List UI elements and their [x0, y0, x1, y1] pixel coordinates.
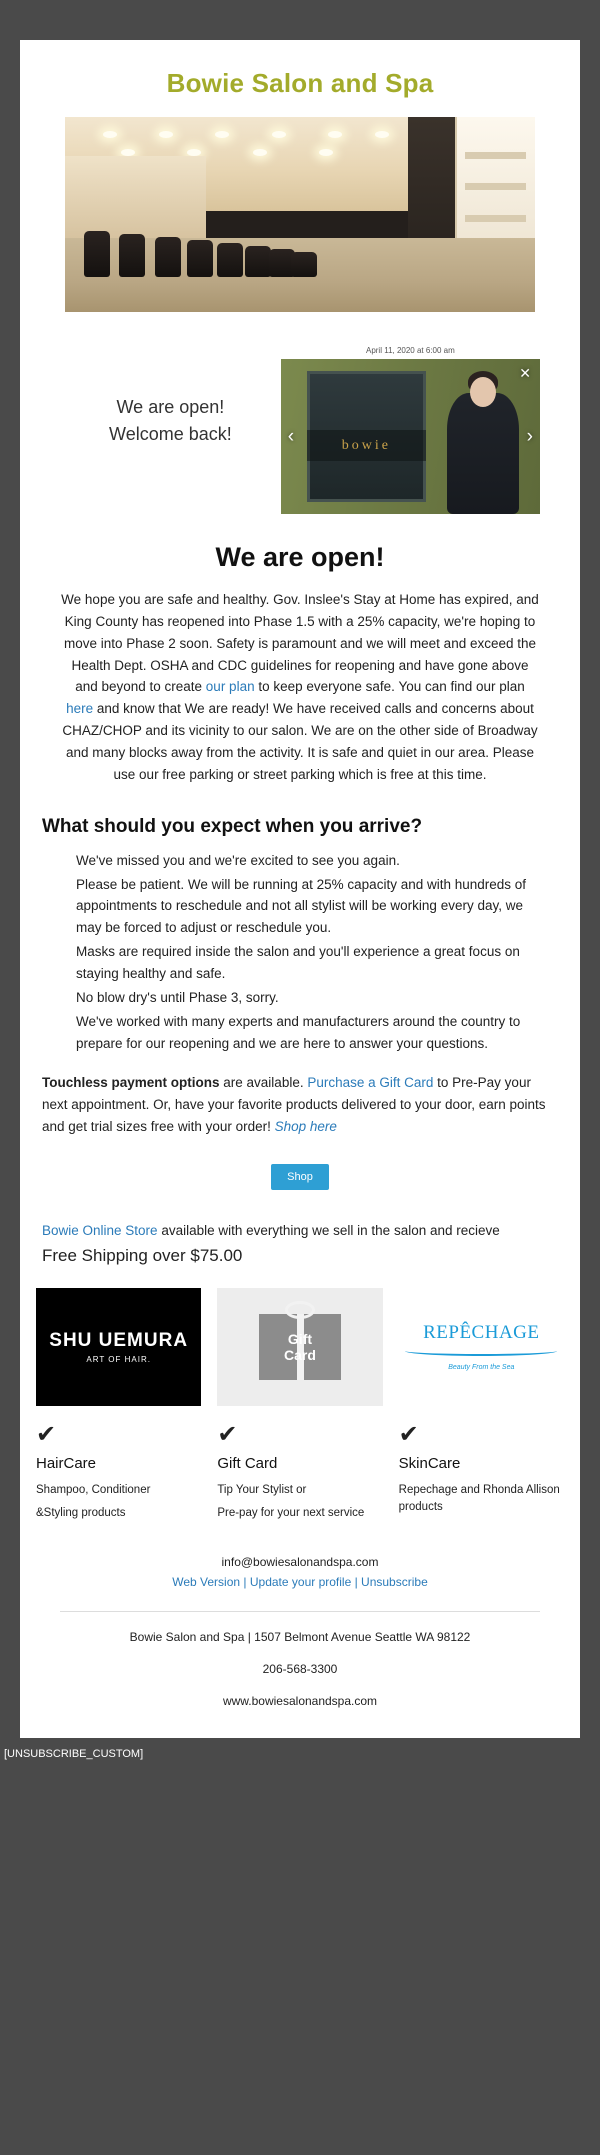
photo-next-arrow-icon[interactable]: › — [526, 425, 533, 447]
announcement-row — [20, 346, 580, 514]
list-item: We've missed you and we're excited to see you again. — [76, 852, 400, 868]
card-skincare — [399, 1288, 564, 1530]
payment-paragraph — [20, 1056, 580, 1138]
styling-chairs — [84, 195, 357, 277]
hero-image-wrap — [20, 117, 580, 312]
photo-prev-arrow-icon[interactable]: ‹ — [287, 425, 295, 447]
payment-bold-lead: Touchless payment options — [42, 1075, 220, 1091]
repechage-tagline: Beauty From the Sea — [448, 1364, 515, 1372]
expect-heading: What should you expect when you arrive? — [42, 815, 423, 837]
web-version-link[interactable]: Web Version — [172, 1575, 241, 1590]
update-profile-link[interactable]: Update your profile — [249, 1575, 352, 1590]
here-link[interactable]: here — [66, 701, 94, 717]
announcement-line-2: Welcome back! — [109, 424, 232, 444]
online-store-text: available with everything we sell in the salon and recieve — [157, 1223, 500, 1239]
intro-paragraph — [20, 589, 580, 786]
email-body — [20, 40, 580, 1738]
gift-word-2: Card — [284, 1346, 316, 1363]
unsubscribe-token: [UNSUBSCRIBE_CUSTOM] — [4, 1748, 144, 1761]
bowie-online-store-link[interactable]: Bowie Online Store — [42, 1223, 158, 1239]
free-shipping-text: Free Shipping over $75.00 — [42, 1245, 243, 1265]
card-title: SkinCare — [398, 1454, 461, 1472]
check-icon: ✔ — [398, 1420, 419, 1448]
expect-list — [20, 850, 580, 1055]
headline: We are open! — [215, 542, 385, 572]
card-desc-line: Pre-pay for your next service — [217, 1507, 365, 1520]
shu-uemura-logo[interactable] — [36, 1288, 201, 1406]
shelf-2 — [465, 183, 526, 190]
card-desc-line: &Styling products — [36, 1507, 126, 1520]
card-desc-line: Tip Your Stylist or — [217, 1483, 307, 1496]
footer-website: www.bowiesalonandspa.com — [222, 1694, 378, 1709]
purchase-gift-card-link[interactable]: Purchase a Gift Card — [307, 1075, 434, 1091]
list-item: Please be patient. We will be running at 25% capacity and with hundreds of appointments to reschedule and not all stylist will be working every day, we may be forced to adjust or reschedule you. — [76, 876, 527, 936]
gift-card-image[interactable] — [217, 1288, 382, 1406]
online-store-line — [20, 1196, 580, 1242]
our-plan-link[interactable]: our plan — [205, 679, 255, 695]
shop-button[interactable]: Shop — [271, 1164, 329, 1190]
card-title: Gift Card — [217, 1454, 278, 1472]
intro-line-2: Gov. Inslee's Stay at Home has expired, and King County has reopened into Phase 1.5 with a 25% capacity, we're hoping to move into Phase 2 soon. Safety is paramount and we will meet and exceed the Health Dept. OSHA and CDC guidelines for reopening and have gone above and beyond to create — [63, 592, 539, 695]
photo-timestamp: April 11, 2020 at 6:00 am — [365, 346, 455, 355]
link-separator-1: | — [240, 1575, 250, 1590]
salon-interior-image — [65, 117, 535, 312]
footer-email: info@bowiesalonandspa.com — [221, 1555, 379, 1570]
shelf-3 — [465, 215, 526, 222]
close-icon[interactable]: ✕ — [519, 365, 531, 381]
list-item: Masks are required inside the salon and you'll experience a great focus on staying healthy and safe. — [76, 944, 520, 982]
intro-line-4: and know that We are ready! We have received calls and concerns about CHAZ/CHOP and its vicinity to our salon. We are on the other side of Broadway and many blocks away from the activity. It is safe and quiet in our area. Please use our free parking or street parking which is free at this time. — [62, 701, 538, 782]
announcement-text — [60, 346, 281, 448]
announcement-photo-block — [281, 346, 540, 514]
card-gift-card — [217, 1288, 382, 1530]
link-separator-2: | — [351, 1575, 362, 1590]
card-desc-line: Repechage and Rhonda Allison products — [398, 1483, 560, 1514]
bottom-bar — [0, 1738, 600, 1810]
check-icon: ✔ — [217, 1420, 238, 1448]
intro-line-3: to keep everyone safe. You can find our plan — [254, 679, 525, 695]
shop-button-wrap — [20, 1138, 580, 1196]
shu-uemura-name: SHU UEMURA — [49, 1329, 189, 1351]
card-title: HairCare — [36, 1454, 97, 1472]
shop-here-link[interactable]: Shop here — [274, 1119, 337, 1135]
card-desc-line: Shampoo, Conditioner — [36, 1483, 151, 1496]
footer-address: Bowie Salon and Spa | 1507 Belmont Avenue Seattle WA 98122 — [129, 1630, 471, 1645]
announcement-line-1: We are open! — [116, 397, 225, 417]
storefront-photo — [281, 359, 540, 514]
list-item: No blow dry's until Phase 3, sorry. — [76, 989, 279, 1005]
top-bar — [0, 0, 600, 40]
footer-phone: 206-568-3300 — [262, 1662, 338, 1677]
page-title: Bowie Salon and Spa — [166, 68, 434, 98]
payment-text-1: are available. — [219, 1075, 308, 1091]
list-item: We've worked with many experts and manufacturers around the country to prepare for our reopening and we are here to answer your questions. — [76, 1013, 521, 1051]
card-haircare — [36, 1288, 201, 1530]
check-icon: ✔ — [36, 1420, 57, 1448]
shelf-1 — [465, 152, 526, 159]
shu-uemura-tagline: ART OF HAIR. — [86, 1354, 151, 1364]
person-shape — [447, 393, 520, 514]
wave-icon — [405, 1346, 557, 1356]
footer-links — [20, 1575, 580, 1607]
intro-line-1: We hope you are safe and healthy. — [61, 592, 270, 607]
gift-word-1: Gift — [287, 1330, 313, 1347]
product-cards — [20, 1266, 580, 1530]
repechage-logo[interactable] — [399, 1288, 564, 1406]
repechage-name: REPÊCHAGE — [423, 1322, 540, 1344]
unsubscribe-link[interactable]: Unsubscribe — [361, 1575, 428, 1590]
payment-text-2: to Pre-Pay your next appointment. Or, have your favorite products delivered to your door, earn points and get trial sizes free with your order! — [42, 1075, 546, 1135]
salon-sign: bowie — [307, 430, 426, 461]
gift-box-shape — [259, 1314, 341, 1380]
